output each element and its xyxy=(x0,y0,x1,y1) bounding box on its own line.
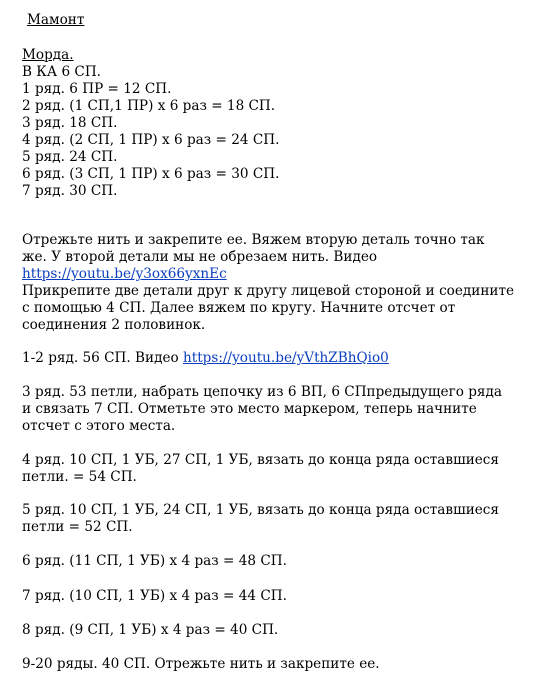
row-9-20-line: 9-20 ряды. 40 СП. Отрежьте нить и закрепите ее. xyxy=(22,656,380,672)
section-title: Морда. xyxy=(22,47,74,63)
row-line: 7 ряд. 30 СП. xyxy=(22,183,118,199)
row-6-line: 6 ряд. (11 СП, 1 УБ) х 4 раз = 48 СП. xyxy=(22,553,287,569)
paragraph-line: соединения 2 половинок. xyxy=(22,317,206,333)
row-4-line: 4 ряд. 10 СП, 1 УБ, 27 СП, 1 УБ, вязать до конца ряда оставшиеся xyxy=(22,452,499,468)
video-link-2[interactable]: https://youtu.be/yVthZBhQio0 xyxy=(183,350,389,366)
row-line: 3 ряд. 18 СП. xyxy=(22,115,118,131)
row-5-line: 5 ряд. 10 СП, 1 УБ, 24 СП, 1 УБ, вязать до конца ряда оставшиеся xyxy=(22,502,499,518)
row-line: В КА 6 СП. xyxy=(22,64,101,80)
row-line: 6 ряд. (3 СП, 1 ПР) х 6 раз = 30 СП. xyxy=(22,166,280,182)
row-line: 1 ряд. 6 ПР = 12 СП. xyxy=(22,81,172,97)
paragraph-line: с помощью 4 СП. Далее вяжем по кругу. Начните отсчет от xyxy=(22,300,456,316)
video-link-1-line xyxy=(22,266,227,283)
video-link-1[interactable]: https://youtu.be/y3ox66yxnEc xyxy=(22,266,227,282)
row-7-line: 7 ряд. (10 СП, 1 УБ) х 4 раз = 44 СП. xyxy=(22,588,287,604)
row-3-line: 3 ряд. 53 петли, набрать цепочку из 6 ВП, 6 СПпредыдущего ряда xyxy=(22,384,502,400)
doc-title: Мамонт xyxy=(27,12,85,28)
row-3-line: и связать 7 СП. Отметьте это место маркером, теперь начните xyxy=(22,401,477,417)
row-3-line: отсчет с этого места. xyxy=(22,418,176,434)
row-line: 4 ряд. (2 СП, 1 ПР) х 6 раз = 24 СП. xyxy=(22,132,280,148)
row-line: 5 ряд. 24 СП. xyxy=(22,149,118,165)
row-8-line: 8 ряд. (9 СП, 1 УБ) х 4 раз = 40 СП. xyxy=(22,622,279,638)
paragraph-line: же. У второй детали мы не обрезаем нить. Видео xyxy=(22,249,378,265)
paragraph-line: Прикрепите две детали друг к другу лицевой стороной и соедините xyxy=(22,283,515,299)
paragraph-line: Отрежьте нить и закрепите ее. Вяжем вторую деталь точно так xyxy=(22,232,485,248)
row-1-2-text: 1-2 ряд. 56 СП. Видео xyxy=(22,350,183,366)
row-4-line: петли. = 54 СП. xyxy=(22,469,137,485)
row-line: 2 ряд. (1 СП,1 ПР) х 6 раз = 18 СП. xyxy=(22,98,276,114)
row-5-line: петли = 52 СП. xyxy=(22,519,133,535)
row-1-2-line xyxy=(22,350,389,367)
